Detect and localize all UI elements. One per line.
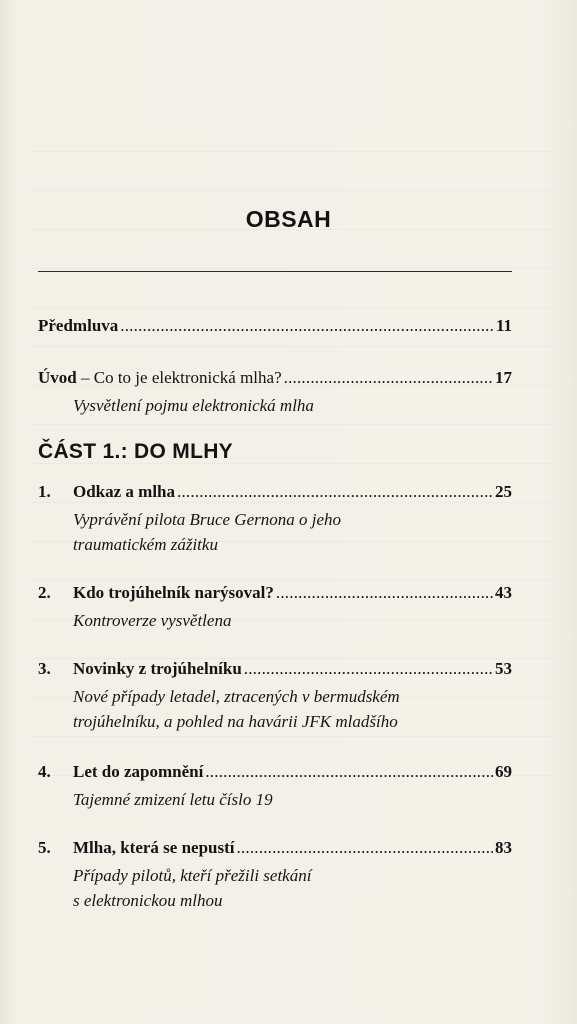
leader-dots xyxy=(284,368,493,388)
leader-dots xyxy=(120,316,494,336)
toc-entry-chapter-4[interactable] xyxy=(38,762,512,812)
toc-page-number: 69 xyxy=(495,762,512,781)
toc-entry-chapter-3[interactable] xyxy=(38,659,512,734)
toc-entry-chapter-5[interactable] xyxy=(38,838,512,913)
toc-entry-subtitle-line: Vyprávění pilota Bruce Gernona o jeho xyxy=(73,510,342,529)
chapter-number: 4. xyxy=(38,762,51,781)
toc-page-number: 53 xyxy=(495,659,512,678)
chapter-number: 1. xyxy=(38,482,51,501)
toc-entry-subtitle-line: trojúhelníku, a pohled na havárii JFK mladšího xyxy=(73,712,398,731)
toc-entry-uvod[interactable] xyxy=(38,368,512,418)
toc-entry-label: Mlha, která se nepustí xyxy=(73,838,235,857)
toc-entry-label: Novinky z trojúhelníku xyxy=(73,659,242,678)
chapter-number: 3. xyxy=(38,659,51,678)
toc-entry-subtitle-line: Tajemné zmizení letu číslo 19 xyxy=(73,790,273,809)
toc-entry-label-bold: Úvod xyxy=(38,368,77,387)
toc-page-number: 43 xyxy=(495,583,512,602)
toc-entry-subtitle-line: Případy pilotů, kteří přežili setkání xyxy=(73,866,312,885)
toc-page-number: 17 xyxy=(495,368,512,387)
leader-dots xyxy=(237,838,494,858)
toc-entry-chapter-1[interactable] xyxy=(38,482,512,557)
leader-dots xyxy=(205,762,493,782)
toc-entry-chapter-2[interactable] xyxy=(38,583,512,633)
toc-entry-label: Kdo trojúhelník narýsoval? xyxy=(73,583,274,602)
toc-entry-label: Let do zapomnění xyxy=(73,762,204,781)
toc-entry-subtitle-line: traumatickém zážitku xyxy=(73,535,218,554)
toc-entry-subtitle: Vysvětlení pojmu elektronická mlha xyxy=(73,396,314,415)
toc-page-number: 83 xyxy=(495,838,512,857)
toc-page-number: 11 xyxy=(495,316,512,335)
toc-entry-subtitle-line: Kontroverze vysvětlena xyxy=(73,611,232,630)
toc-entry-label-rest: – Co to je elektronická mlha? xyxy=(76,368,282,387)
leader-dots xyxy=(177,482,493,502)
leader-dots xyxy=(276,583,493,603)
toc-entry-subtitle-line: Nové případy letadel, ztracených v bermudském xyxy=(73,687,400,706)
leader-dots xyxy=(244,659,493,679)
toc-entry-label xyxy=(38,368,282,388)
toc-entry-subtitle-line: s elektronickou mlhou xyxy=(73,891,223,910)
chapter-number: 2. xyxy=(38,583,51,602)
toc-entry-label: Předmluva xyxy=(38,316,119,335)
toc-page-number: 25 xyxy=(495,482,512,501)
chapter-number: 5. xyxy=(38,838,51,857)
toc-entry-predmluva[interactable] xyxy=(38,316,512,336)
page-title: OBSAH xyxy=(245,206,332,232)
toc-entry-label: Odkaz a mlha xyxy=(73,482,176,501)
section-heading: ČÁST 1.: DO MLHY xyxy=(38,440,233,463)
title-divider xyxy=(38,271,512,272)
